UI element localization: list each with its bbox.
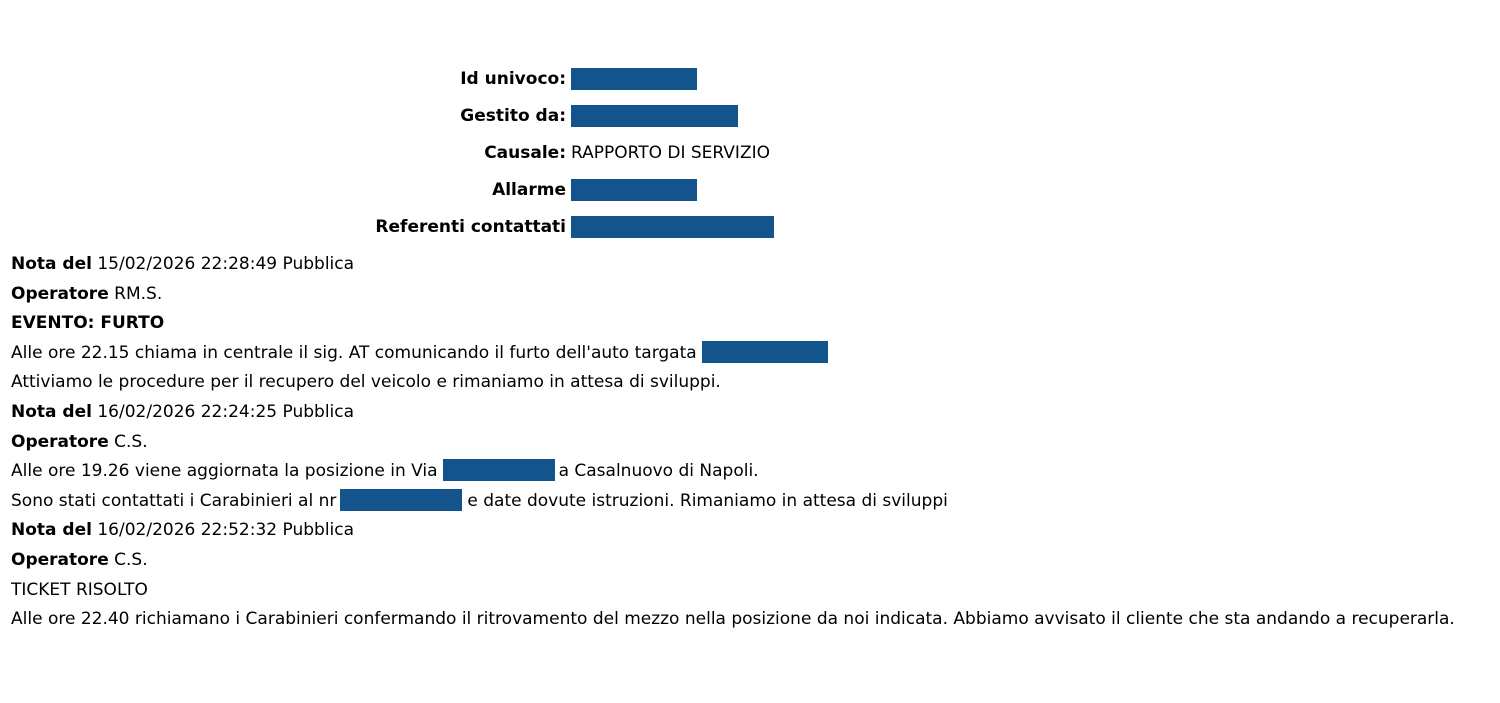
operator-name: C.S.: [114, 549, 148, 570]
field-label: Causale:: [484, 142, 566, 163]
note-operator: [11, 280, 1496, 310]
note-text: e date dovute istruzioni. Rimaniamo in attesa di sviluppi: [467, 490, 948, 511]
redaction-box: [443, 459, 555, 481]
note-text-line: [11, 605, 1496, 635]
note-label: Nota del: [11, 520, 92, 541]
note-text-line: [11, 339, 1496, 369]
note-text: Alle ore 22.40 richiamano i Carabinieri confermando il ritrovamento del mezzo nella posizione da noi indicata. Abbiamo avvisato il cliente che sta andando a recuperarla.: [11, 609, 1455, 630]
redaction-box: [340, 489, 462, 511]
note-header: [11, 516, 1496, 546]
note-datetime: 15/02/2026 22:28:49: [97, 254, 278, 274]
field-value: [571, 216, 774, 238]
note-header: [11, 250, 1496, 280]
note-text-line: [11, 368, 1496, 398]
operator-name: RM.S.: [114, 283, 163, 304]
note-label: Nota del: [11, 401, 92, 422]
note-visibility: Pubblica: [282, 254, 355, 274]
note-event: [11, 309, 1496, 339]
redaction-box: [571, 105, 738, 127]
field-value: [571, 105, 738, 127]
field-causale: [0, 134, 1500, 171]
field-label: Referenti contattati: [375, 216, 566, 237]
field-gestito-da: [0, 97, 1500, 134]
field-label: Gestito da:: [460, 105, 566, 126]
note-datetime: 16/02/2026 22:52:32: [97, 520, 278, 541]
field-id-univoco: [0, 60, 1500, 97]
note-header: [11, 398, 1496, 428]
event-title: EVENTO: FURTO: [11, 313, 165, 334]
note-text-line: [11, 487, 1496, 517]
redaction-box: [571, 216, 774, 238]
note-operator: [11, 546, 1496, 576]
note-label: Nota del: [11, 254, 92, 274]
note-operator: [11, 428, 1496, 458]
operator-label: Operatore: [11, 549, 109, 570]
redaction-box: [702, 341, 828, 363]
note-visibility: Pubblica: [282, 401, 355, 422]
notes-log: [11, 250, 1496, 635]
note-text-line: [11, 457, 1496, 487]
note-text: Sono stati contattati i Carabinieri al nr: [11, 490, 337, 511]
field-allarme: [0, 171, 1500, 208]
field-label: Allarme: [492, 179, 566, 200]
field-value: RAPPORTO DI SERVIZIO: [571, 142, 770, 163]
note-text: Alle ore 19.26 viene aggiornata la posizione in Via: [11, 461, 438, 482]
note-visibility: Pubblica: [282, 520, 355, 541]
note-text: Attiviamo le procedure per il recupero del veicolo e rimaniamo in attesa di sviluppi.: [11, 372, 721, 393]
operator-label: Operatore: [11, 283, 109, 304]
note-status: [11, 576, 1496, 606]
redaction-box: [571, 179, 697, 201]
note-text: a Casalnuovo di Napoli.: [558, 461, 759, 482]
operator-label: Operatore: [11, 431, 109, 452]
field-value: [571, 179, 697, 201]
field-referenti-contattati: [0, 208, 1500, 245]
redaction-box: [571, 68, 697, 90]
field-value: [571, 68, 697, 90]
operator-name: C.S.: [114, 431, 148, 452]
note-text: Alle ore 22.15 chiama in centrale il sig. AT comunicando il furto dell'auto targata: [11, 342, 697, 363]
field-label: Id univoco:: [460, 68, 566, 89]
status-text: TICKET RISOLTO: [11, 579, 148, 600]
note-datetime: 16/02/2026 22:24:25: [97, 401, 278, 422]
ticket-header-fields: [0, 60, 1500, 245]
